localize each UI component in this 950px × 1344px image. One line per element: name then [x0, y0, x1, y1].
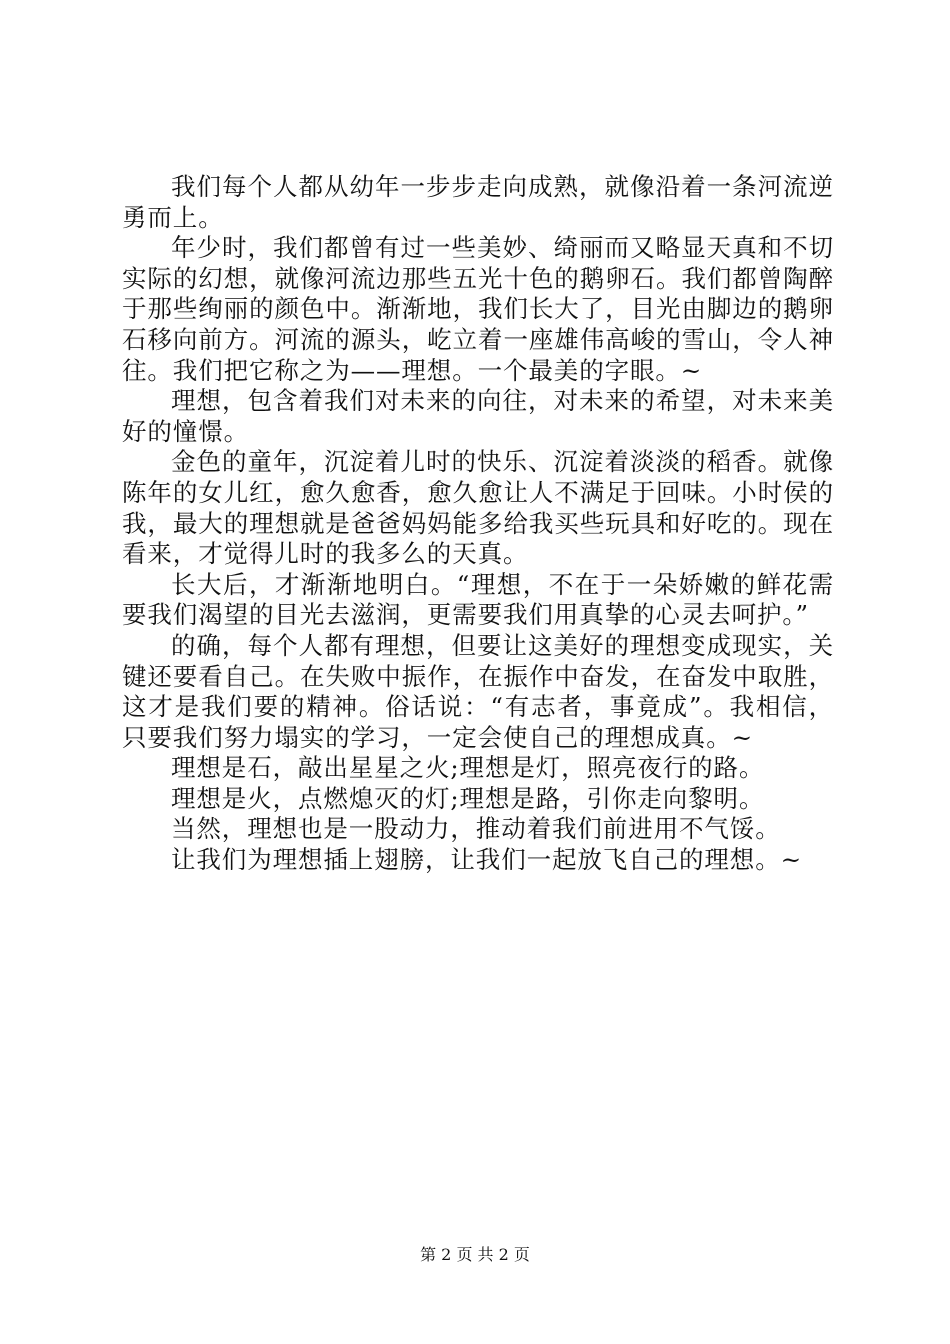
paragraph-6: 的确，每个人都有理想，但要让这美好的理想变成现实，关键还要看自己。在失败中振作，在振作中奋发，在奋发中取胜，这才是我们要的精神。俗话说：“有志者，事竟成”。我相信，只要我们努力塌实的学习，一定会使自己的理想成真。~: [122, 630, 834, 752]
page-number-footer: 第 2 页 共 2 页: [420, 1245, 530, 1264]
paragraph-10: 让我们为理想插上翅膀，让我们一起放飞自己的理想。~: [171, 845, 803, 875]
paragraph-3: 理想，包含着我们对未来的向往，对未来的希望，对未来美好的憧憬。: [122, 386, 834, 446]
paragraph-2: 年少时，我们都曾有过一些美妙、绮丽而又略显天真和不切实际的幻想，就像河流边那些五光十色的鹅卵石。我们都曾陶醉于那些绚丽的颜色中。渐渐地，我们长大了，目光由脚边的鹅卵石移向前方。河流的源头，屹立着一座雄伟高峻的雪山，令人神往。我们把它称之为——理想。一个最美的字眼。~: [122, 233, 834, 385]
paragraph-7: 理想是石，敲出星星之火;理想是灯，照亮夜行的路。: [171, 753, 765, 783]
paragraph-4: 金色的童年，沉淀着儿时的快乐、沉淀着淡淡的稻香。就像陈年的女儿红，愈久愈香，愈久愈让人不满足于回味。小时侯的我，最大的理想就是爸爸妈妈能多给我买些玩具和好吃的。现在看来，才觉得儿时的我多么的天真。: [122, 447, 834, 569]
paragraph-9: 当然，理想也是一股动力，推动着我们前进用不气馁。: [171, 814, 781, 844]
paragraph-8: 理想是火，点燃熄灭的灯;理想是路，引你走向黎明。: [171, 783, 765, 813]
paragraph-1: 我们每个人都从幼年一步步走向成熟，就像沿着一条河流逆勇而上。: [122, 172, 834, 232]
paragraph-5: 长大后，才渐渐地明白。“理想，不在于一朵娇嫩的鲜花需要我们渴望的目光去滋润，更需要我们用真挚的心灵去呵护。”: [122, 569, 834, 630]
document-body: [122, 172, 834, 876]
